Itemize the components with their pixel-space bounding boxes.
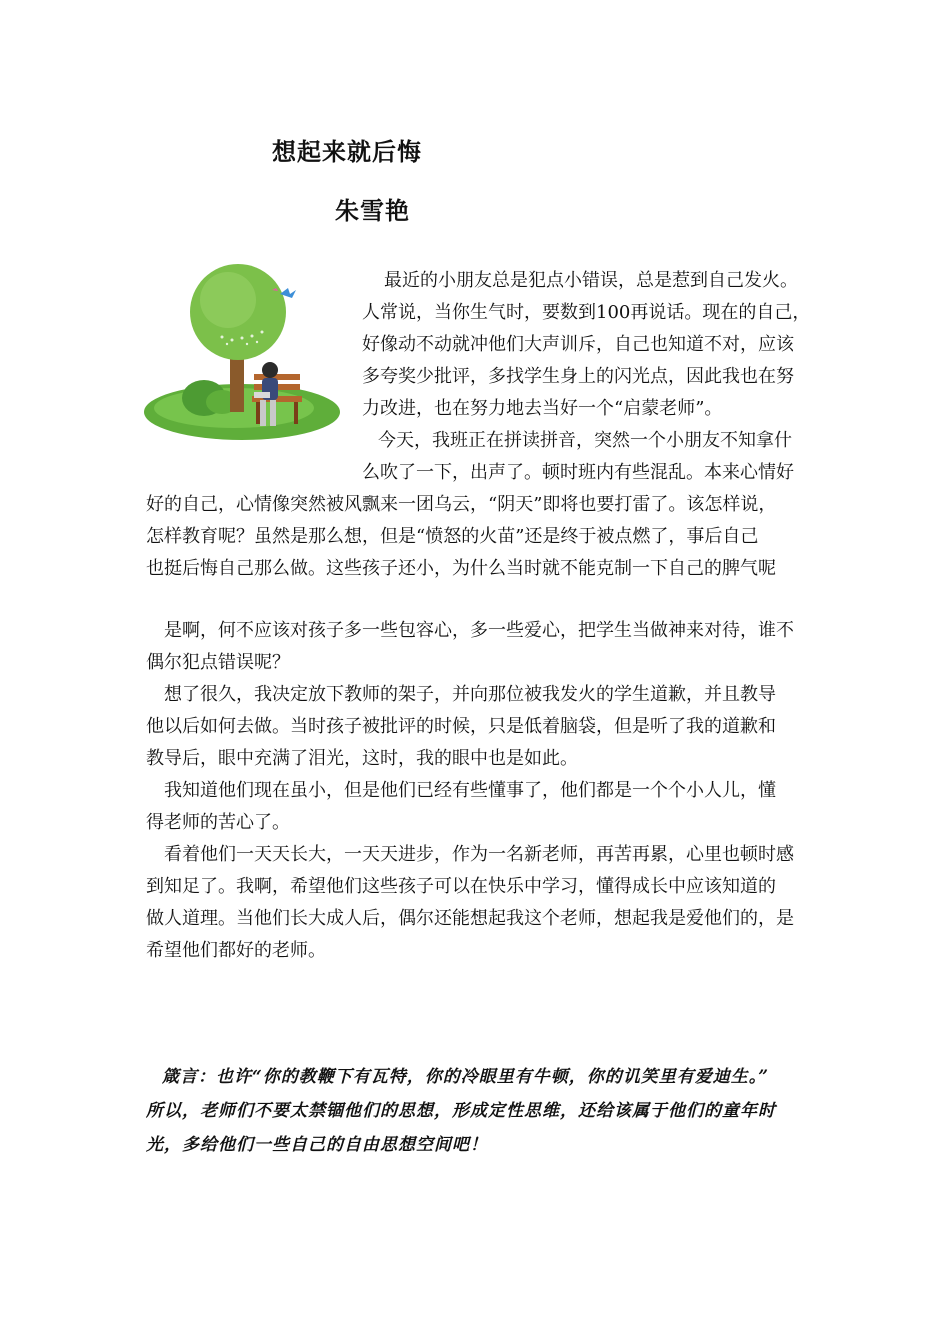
body-line-2: 人常说，当你生气时，要数到100再说话。现在的自己，: [362, 302, 811, 323]
body-line-3: 好像动不动就冲他们大声训斥，自己也知道不对，应该: [362, 334, 794, 355]
body-line-1: 最近的小朋友总是犯点小错误，总是惹到自己发火。: [384, 270, 798, 291]
body-line-18: 看着他们一天天长大，一天天进步，作为一名新老师，再苦再累，心里也顿时感: [164, 844, 794, 865]
body-line-10: 也挺后悔自己那么做。这些孩子还小，为什么当时就不能克制一下自己的脾气呢: [146, 558, 776, 579]
body-line-17: 得老师的苦心了。: [146, 812, 290, 833]
body-line-15: 教导后，眼中充满了泪光，这时，我的眼中也是如此。: [146, 748, 578, 769]
body-line-20: 做人道理。当他们长大成人后，偶尔还能想起我这个老师，想起我是爱他们的，是: [146, 908, 794, 929]
body-line-7: 么吹了一下，出声了。顿时班内有些混乱。本来心情好: [362, 462, 794, 483]
tree-bench-illustration: [142, 262, 354, 460]
body-line-9: 怎样教育呢？虽然是那么想，但是“愤怒的火苗”还是终于被点燃了，事后自己: [146, 526, 759, 547]
body-line-21: 希望他们都好的老师。: [146, 940, 326, 961]
body-line-11: 是啊，何不应该对孩子多一些包容心，多一些爱心，把学生当做神来对待，谁不: [164, 620, 794, 641]
body-line-4: 多夸奖少批评，多找学生身上的闪光点，因此我也在努: [362, 366, 794, 387]
body-line-16: 我知道他们现在虽小，但是他们已经有些懂事了，他们都是一个个小人儿，懂: [164, 780, 776, 801]
body-line-5: 力改进，也在努力地去当好一个“启蒙老师”。: [362, 398, 723, 419]
body-line-6: 今天，我班正在拼读拼音，突然一个小朋友不知拿什: [378, 430, 792, 451]
motto-line-1: 箴言：也许“你的教鞭下有瓦特，你的冷眼里有牛顿，你的讥笑里有爱迪生。”: [162, 1067, 770, 1087]
page-title: 想起来就后悔: [272, 138, 422, 166]
motto-line-2: 所以，老师们不要太禁锢他们的思想，形成定性思维，还给该属于他们的童年时: [146, 1101, 776, 1121]
author-name: 朱雪艳: [335, 197, 410, 225]
body-line-19: 到知足了。我啊，希望他们这些孩子可以在快乐中学习，懂得成长中应该知道的: [146, 876, 776, 897]
body-line-12: 偶尔犯点错误呢？: [146, 652, 290, 673]
motto-line-3: 光，多给他们一些自己的自由思想空间吧！: [146, 1135, 488, 1155]
body-line-13: 想了很久，我决定放下教师的架子，并向那位被我发火的学生道歉，并且教导: [164, 684, 776, 705]
body-line-14: 他以后如何去做。当时孩子被批评的时候，只是低着脑袋，但是听了我的道歉和: [146, 716, 776, 737]
body-line-8: 好的自己，心情像突然被风飘来一团乌云，“阴天”即将也要打雷了。该怎样说，: [146, 494, 777, 515]
